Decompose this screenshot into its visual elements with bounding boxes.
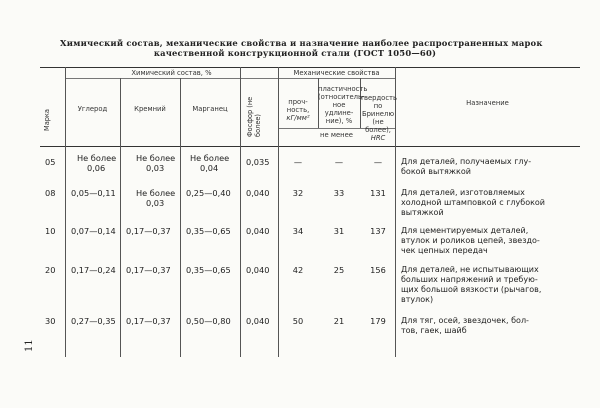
row-05-manganese-l1: Не более [190,153,230,163]
row-05-silicon-l2: 0,03 [146,163,165,173]
row-05-grade: 05 [45,157,56,167]
header-manganese: Марганец [192,105,228,113]
row-20-purpose-l4: втулок) [401,295,434,304]
vrule-2 [120,78,121,357]
header-silicon: Кремний [134,105,166,113]
row-10-plasticity: 31 [333,226,345,236]
row-05-purpose-l1: Для деталей, получаемых глу- [401,157,532,166]
row-08-grade: 08 [45,188,56,198]
row-08-silicon-l2: 0,03 [146,198,165,208]
rule-group [65,78,395,79]
header-strength-l1: проч- [288,98,308,106]
row-05-manganese [190,153,229,173]
row-30-plasticity: 21 [333,316,345,326]
row-05-plasticity: — [334,157,344,167]
header-plasticity-l4: ние), % [325,117,353,125]
header-hardness-l4: HRC [370,134,386,142]
row-08-manganese: 0,25—0,40 [186,188,231,198]
steel-table [40,67,580,357]
row-20-purpose-l2: больших напряжений и требую- [401,275,538,284]
title-line-2: качественной конструкционной стали (ГОСТ 1050—60) [153,48,437,58]
row-10-hardness: 137 [370,226,386,236]
row-05-silicon [136,153,175,173]
row-05-phosphorus: 0,035 [246,157,270,167]
row-20-purpose-l1: Для деталей, не испытывающих [401,265,539,274]
row-05-carbon-l1: Не более [77,153,117,163]
row-30-carbon: 0,27—0,35 [71,316,116,326]
row-20-strength: 42 [292,265,304,275]
row-20-purpose-l3: щих большой вязкости (рычагов, [401,285,542,294]
row-30-strength: 50 [292,316,304,326]
row-10-silicon: 0,17—0,37 [126,226,171,236]
row-08-purpose-l2: холодной штамповкой с глубокой [401,198,546,207]
row-30-manganese: 0,50—0,80 [186,316,231,326]
title-line-1: Химический состав, механические свойства и назначение наиболее распространенных марок [60,38,543,48]
row-20-carbon: 0,17—0,24 [71,265,116,275]
row-08-purpose-l1: Для деталей, изготовляемых [401,188,525,197]
row-05-carbon-l2: 0,06 [87,163,106,173]
row-10-strength: 34 [292,226,304,236]
header-strength [278,98,318,122]
row-10-carbon: 0,07—0,14 [71,226,116,236]
row-20-manganese: 0,35—0,65 [186,265,231,275]
row-30-hardness: 179 [370,316,386,326]
vrule-4 [240,67,241,357]
row-05-purpose-l2: бокой вытяжкой [401,167,471,176]
row-30-purpose [401,316,575,336]
row-30-silicon: 0,17—0,37 [126,316,171,326]
row-08-silicon-l1: Не более [136,188,176,198]
row-05-purpose [401,157,575,177]
row-08-hardness: 131 [370,188,386,198]
row-08-strength: 32 [292,188,304,198]
row-05-silicon-l1: Не более [136,153,176,163]
header-chem-group: Химический состав, % [131,69,212,77]
row-10-manganese: 0,35—0,65 [186,226,231,236]
header-carbon: Углерод [77,105,108,113]
row-10-phosphorus: 0,040 [246,226,270,236]
row-20-phosphorus: 0,040 [246,265,270,275]
header-plasticity-l1: пластичность [318,85,368,93]
row-20-grade: 20 [45,265,56,275]
header-not-less: не менее [320,131,353,139]
row-08-silicon [136,188,175,208]
page-number: 11 [24,339,35,352]
row-10-purpose-l3: чек цепных передач [401,246,488,255]
row-20-hardness: 156 [370,265,386,275]
row-05-strength: — [293,157,303,167]
header-phosphorus: Фосфор (не более) [246,96,262,137]
table-title [60,38,543,58]
header-plasticity-l2: (относитель- [318,93,365,101]
header-plasticity-l3: ное удлине- [324,101,354,117]
header-grade: Марка [43,109,51,131]
row-05-hardness: — [373,157,383,167]
row-10-grade: 10 [45,226,56,236]
row-10-purpose [401,226,575,256]
header-strength-l3: кГ/мм² [286,114,310,122]
rule-header-bottom [40,146,580,147]
header-plasticity [318,85,368,125]
row-08-carbon: 0,05—0,11 [71,188,116,198]
rule-top [40,67,580,68]
header-mech-group: Механические свойства [293,69,380,77]
row-30-phosphorus: 0,040 [246,316,270,326]
header-hardness-l1: твердость [360,94,398,102]
row-10-purpose-l1: Для цементируемых деталей, [401,226,529,235]
header-hardness-l3: (не более), [365,118,391,134]
row-20-purpose [401,265,575,305]
row-20-plasticity: 25 [333,265,345,275]
header-purpose: Назначение [466,99,509,107]
row-30-grade: 30 [45,316,56,326]
row-20-silicon: 0,17—0,37 [126,265,171,275]
row-08-purpose-l3: вытяжкой [401,208,444,217]
row-08-phosphorus: 0,040 [246,188,270,198]
header-hardness-l2: по Бринелю [361,102,395,118]
row-08-purpose [401,188,575,218]
row-10-purpose-l2: втулок и роликов цепей, звездо- [401,236,540,245]
row-08-plasticity: 33 [333,188,345,198]
row-05-carbon [77,153,116,173]
row-05-manganese-l2: 0,04 [200,163,219,173]
vrule-3 [180,78,181,357]
header-strength-l2: ность, [286,106,310,114]
row-30-purpose-l2: тов, гаек, шайб [401,326,467,335]
row-30-purpose-l1: Для тяг, осей, звездочек, бол- [401,316,529,325]
